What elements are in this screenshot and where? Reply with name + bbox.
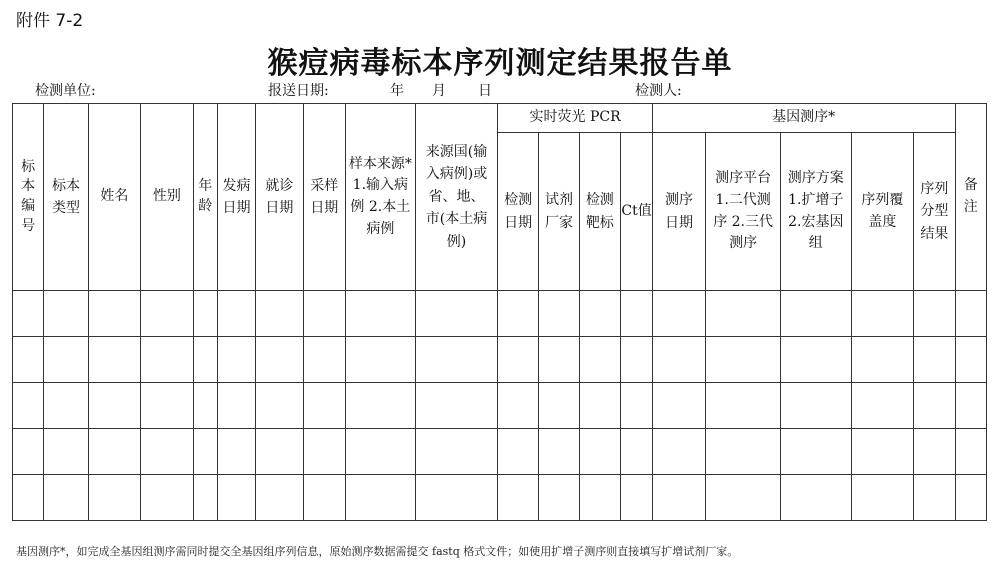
table-cell[interactable]	[498, 383, 538, 429]
table-cell[interactable]	[652, 291, 705, 337]
table-row	[13, 475, 987, 521]
table-cell[interactable]	[88, 429, 140, 475]
table-cell[interactable]	[141, 291, 193, 337]
table-cell[interactable]	[141, 429, 193, 475]
table-cell[interactable]	[193, 475, 217, 521]
col-seq-date: 测序日期	[652, 133, 705, 291]
col-target: 检测靶标	[580, 133, 620, 291]
col-origin: 来源国(输入病例)或省、地、市(本土病例)	[415, 104, 498, 291]
table-cell[interactable]	[13, 383, 44, 429]
table-cell[interactable]	[620, 291, 652, 337]
table-cell[interactable]	[141, 383, 193, 429]
table-cell[interactable]	[851, 429, 914, 475]
table-cell[interactable]	[955, 429, 986, 475]
col-typing: 序列分型结果	[914, 133, 955, 291]
table-cell[interactable]	[538, 337, 579, 383]
page-title: 猴痘病毒标本序列测定结果报告单	[267, 46, 733, 81]
table-cell[interactable]	[538, 475, 579, 521]
col-test-date: 检测日期	[498, 133, 538, 291]
table-cell[interactable]	[580, 291, 620, 337]
table-cell[interactable]	[13, 337, 44, 383]
col-ct: Ct值	[620, 133, 652, 291]
footnote: 基因测序*，如完成全基因组测序需同时提交全基因组序列信息，原始测序数据需提交 fastq 格式文件；如使用扩增子测序则直接填写扩增试剂厂家。	[16, 545, 739, 558]
table-cell[interactable]	[955, 337, 986, 383]
table-cell[interactable]	[303, 475, 345, 521]
table-cell[interactable]	[415, 429, 498, 475]
table-cell[interactable]	[780, 383, 851, 429]
year-label: 年	[390, 83, 404, 99]
table-cell[interactable]	[256, 337, 303, 383]
day-label: 日	[478, 83, 492, 99]
table-cell[interactable]	[706, 291, 781, 337]
col-reagent-maker: 试剂厂家	[538, 133, 579, 291]
table-cell[interactable]	[851, 475, 914, 521]
table-cell[interactable]	[44, 475, 88, 521]
col-coverage: 序列覆盖度	[851, 133, 914, 291]
table-row	[13, 337, 987, 383]
table-cell[interactable]	[346, 337, 416, 383]
table-cell[interactable]	[217, 429, 255, 475]
table-cell[interactable]	[303, 291, 345, 337]
month-label: 月	[432, 83, 446, 99]
table-cell[interactable]	[706, 383, 781, 429]
table-cell[interactable]	[538, 383, 579, 429]
table-cell[interactable]	[498, 429, 538, 475]
report-table	[12, 103, 987, 521]
table-cell[interactable]	[303, 429, 345, 475]
table-cell[interactable]	[780, 429, 851, 475]
col-specimen-no: 标本编号	[13, 104, 44, 291]
col-sampling-date: 采样日期	[303, 104, 345, 291]
table-cell[interactable]	[620, 475, 652, 521]
table-cell[interactable]	[706, 475, 781, 521]
inspector-label: 检测人:	[635, 83, 682, 99]
table-cell[interactable]	[851, 383, 914, 429]
table-cell[interactable]	[498, 337, 538, 383]
table-cell[interactable]	[88, 475, 140, 521]
table-cell[interactable]	[580, 429, 620, 475]
table-cell[interactable]	[955, 475, 986, 521]
table-cell[interactable]	[13, 429, 44, 475]
attachment-label: 附件 7-2	[16, 11, 84, 31]
table-cell[interactable]	[303, 337, 345, 383]
table-cell[interactable]	[217, 383, 255, 429]
date-label: 报送日期:	[268, 83, 329, 99]
col-name: 姓名	[88, 104, 140, 291]
table-cell[interactable]	[955, 291, 986, 337]
table-cell[interactable]	[538, 291, 579, 337]
table-cell[interactable]	[141, 337, 193, 383]
table-cell[interactable]	[706, 429, 781, 475]
table-cell[interactable]	[580, 337, 620, 383]
unit-label: 检测单位:	[35, 83, 96, 99]
col-sample-source: 样本来源* 1.输入病例 2.本土病例	[346, 104, 416, 291]
table-cell[interactable]	[193, 291, 217, 337]
table-cell[interactable]	[44, 337, 88, 383]
table-cell[interactable]	[780, 291, 851, 337]
table-cell[interactable]	[256, 291, 303, 337]
table-cell[interactable]	[44, 383, 88, 429]
table-cell[interactable]	[303, 383, 345, 429]
col-age: 年龄	[193, 104, 217, 291]
table-cell[interactable]	[88, 383, 140, 429]
table-cell[interactable]	[580, 383, 620, 429]
table-cell[interactable]	[256, 429, 303, 475]
table-row	[13, 383, 987, 429]
table-cell[interactable]	[415, 337, 498, 383]
table-cell[interactable]	[217, 475, 255, 521]
table-cell[interactable]	[620, 383, 652, 429]
table-cell[interactable]	[498, 291, 538, 337]
table-cell[interactable]	[580, 475, 620, 521]
table-cell[interactable]	[256, 383, 303, 429]
table-cell[interactable]	[88, 337, 140, 383]
table-cell[interactable]	[914, 475, 955, 521]
col-sex: 性别	[141, 104, 193, 291]
table-cell[interactable]	[88, 291, 140, 337]
table-cell[interactable]	[652, 337, 705, 383]
group-header-pcr: 实时荧光 PCR	[498, 104, 652, 133]
table-cell[interactable]	[914, 429, 955, 475]
table-cell[interactable]	[415, 291, 498, 337]
table-cell[interactable]	[13, 475, 44, 521]
table-cell[interactable]	[193, 429, 217, 475]
table-cell[interactable]	[193, 383, 217, 429]
table-cell[interactable]	[914, 291, 955, 337]
table-cell[interactable]	[914, 383, 955, 429]
table-cell[interactable]	[346, 429, 416, 475]
table-cell[interactable]	[780, 337, 851, 383]
table-cell[interactable]	[851, 337, 914, 383]
table-cell[interactable]	[217, 337, 255, 383]
col-seq-platform: 测序平台 1.二代测序 2.三代测序	[706, 133, 781, 291]
table-row	[13, 291, 987, 337]
table-cell[interactable]	[256, 475, 303, 521]
table-cell[interactable]	[44, 429, 88, 475]
col-visit-date: 就诊日期	[256, 104, 303, 291]
col-remark: 备注	[955, 104, 986, 291]
table-cell[interactable]	[955, 383, 986, 429]
table-cell[interactable]	[193, 337, 217, 383]
table-cell[interactable]	[498, 475, 538, 521]
table-cell[interactable]	[851, 291, 914, 337]
table-cell[interactable]	[346, 475, 416, 521]
table-cell[interactable]	[415, 475, 498, 521]
table-cell[interactable]	[780, 475, 851, 521]
col-onset-date: 发病日期	[217, 104, 255, 291]
table-cell[interactable]	[620, 429, 652, 475]
table-cell[interactable]	[346, 291, 416, 337]
col-specimen-type: 标本类型	[44, 104, 88, 291]
table-cell[interactable]	[415, 383, 498, 429]
group-header-sequencing: 基因测序*	[652, 104, 955, 133]
table-cell[interactable]	[652, 475, 705, 521]
table-cell[interactable]	[141, 475, 193, 521]
table-cell[interactable]	[652, 429, 705, 475]
table-row	[13, 429, 987, 475]
table-cell[interactable]	[217, 291, 255, 337]
table-cell[interactable]	[706, 337, 781, 383]
table-cell[interactable]	[13, 291, 44, 337]
table-cell[interactable]	[652, 383, 705, 429]
col-seq-scheme: 测序方案 1.扩增子 2.宏基因组	[780, 133, 851, 291]
table-cell[interactable]	[620, 337, 652, 383]
table-cell[interactable]	[914, 337, 955, 383]
table-cell[interactable]	[44, 291, 88, 337]
table-cell[interactable]	[538, 429, 579, 475]
table-cell[interactable]	[346, 383, 416, 429]
